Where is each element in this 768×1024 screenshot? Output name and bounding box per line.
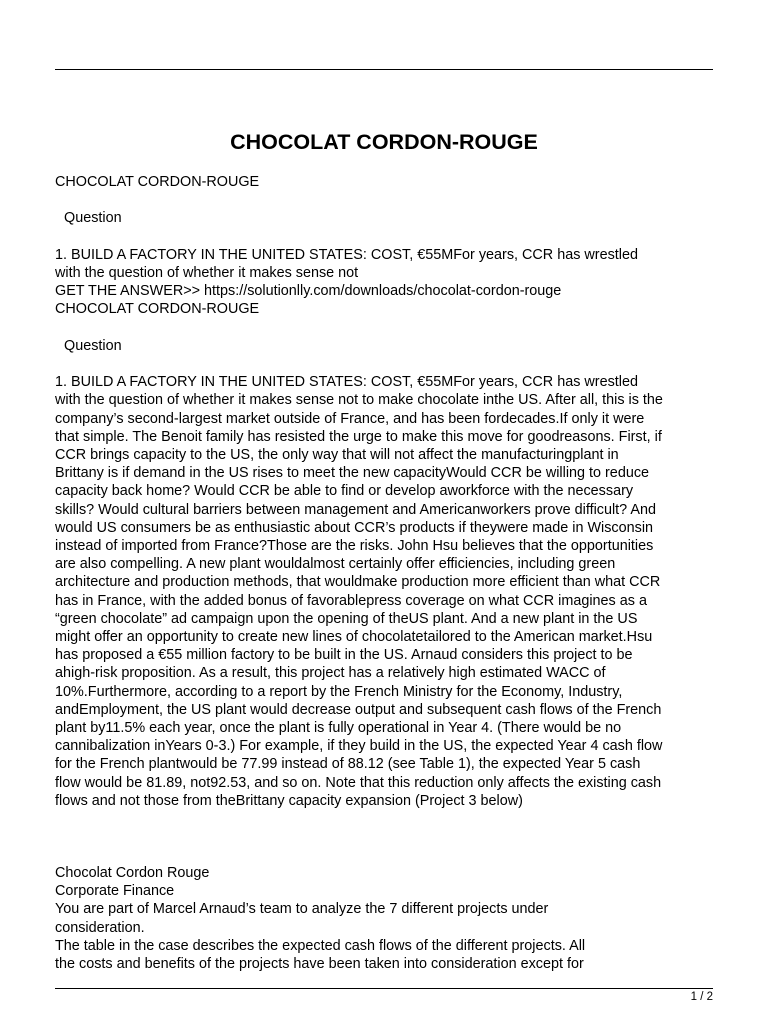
body-line: 1. BUILD A FACTORY IN THE UNITED STATES: COST, €55MFor years, CCR has wrestled xyxy=(55,374,638,391)
body-line: flow would be 81.89, not92.53, and so on. Note that this reduction only affects the existing cash xyxy=(55,774,662,791)
document-title: CHOCOLAT CORDON-ROUGE xyxy=(230,130,538,154)
body-line: Brittany is if demand in the US rises to meet the new capacityWould CCR be willing to reduce xyxy=(55,465,650,482)
answer-link[interactable]: GET THE ANSWER>> https://solutionlly.com/downloads/chocolat-cordon-rouge xyxy=(55,283,562,300)
tail-line: Corporate Finance xyxy=(55,883,175,900)
excerpt-line: 1. BUILD A FACTORY IN THE UNITED STATES: COST, €55MFor years, CCR has wrestled xyxy=(55,246,638,263)
body-line: flows and not those from theBrittany capacity expansion (Project 3 below) xyxy=(55,792,523,809)
body-line: ahigh-risk proposition. As a result, this project has a relatively high estimated WACC of xyxy=(55,665,606,682)
tail-line: the costs and benefits of the projects have been taken into consideration except for xyxy=(55,956,584,973)
body-line: company’s second-largest market outside of France, and has been fordecades.If only it were xyxy=(55,410,645,427)
body-line: that simple. The Benoit family has resisted the urge to make this move for goodreasons. First, if xyxy=(55,428,662,445)
excerpt-line: with the question of whether it makes sense not xyxy=(55,264,359,281)
page-number: 1 / 2 xyxy=(690,991,713,1003)
question-label-2: Question xyxy=(64,337,122,354)
body-line: andEmployment, the US plant would decrease output and subsequent cash flows of the French xyxy=(55,701,662,718)
body-line: plant by11.5% each year, once the plant is fully operational in Year 4. (There would be no xyxy=(55,720,622,737)
body-line: architecture and production methods, that wouldmake production more efficient than what CCR xyxy=(55,574,661,591)
body-line: skills? Would cultural barriers between management and Americanworkers prove difficult? And xyxy=(55,501,656,518)
tail-line: You are part of Marcel Arnaud’s team to analyze the 7 different projects under xyxy=(55,901,549,918)
body-line: cannibalization inYears 0-3.) For example, if they build in the US, the expected Year 4 cash flow xyxy=(55,738,663,755)
body-line: with the question of whether it makes sense not to make chocolate inthe US. After all, this is the xyxy=(55,392,663,409)
tail-line: The table in the case describes the expected cash flows of the different projects. All xyxy=(55,937,586,954)
header-rule xyxy=(55,69,713,70)
body-line: would US consumers be as enthusiastic about CCR’s products if theywere made in Wisconsin xyxy=(55,519,654,536)
document-body xyxy=(55,173,717,973)
body-line: “green chocolate” ad campaign upon the opening of theUS plant. And a new plant in the US xyxy=(55,610,638,627)
footer-rule xyxy=(55,988,713,989)
body-line: capacity back home? Would CCR be able to find or develop aworkforce with the necessary xyxy=(55,483,634,500)
body-line: has in France, with the added bonus of favorablepress coverage on what CCR imagines as a xyxy=(55,592,647,609)
body-line: might offer an opportunity to create new lines of chocolatetailored to the American market.Hsu xyxy=(55,629,653,646)
tail-line: consideration. xyxy=(55,919,145,936)
tail-line: Chocolat Cordon Rouge xyxy=(55,865,210,882)
body-line: has proposed a €55 million factory to be built in the US. Arnaud considers this project to be xyxy=(55,647,633,664)
body-line: are also compelling. A new plant wouldalmost certainly offer efficiencies, including green xyxy=(55,556,616,573)
body-line: for the French plantwould be 77.99 instead of 88.12 (see Table 1), the expected Year 5 cash xyxy=(55,756,641,773)
heading-repeat: CHOCOLAT CORDON-ROUGE xyxy=(55,174,260,190)
body-line: CCR brings capacity to the US, the only way that will not affect the manufacturingplant in xyxy=(55,446,619,463)
question-label: Question xyxy=(64,210,122,227)
body-line: instead of imported from France?Those are the risks. John Hsu believes that the opportunities xyxy=(55,538,654,554)
heading-repeat-2: CHOCOLAT CORDON-ROUGE xyxy=(55,301,260,318)
body-line: 10%.Furthermore, according to a report by the French Ministry for the Economy, Industry, xyxy=(55,683,623,700)
